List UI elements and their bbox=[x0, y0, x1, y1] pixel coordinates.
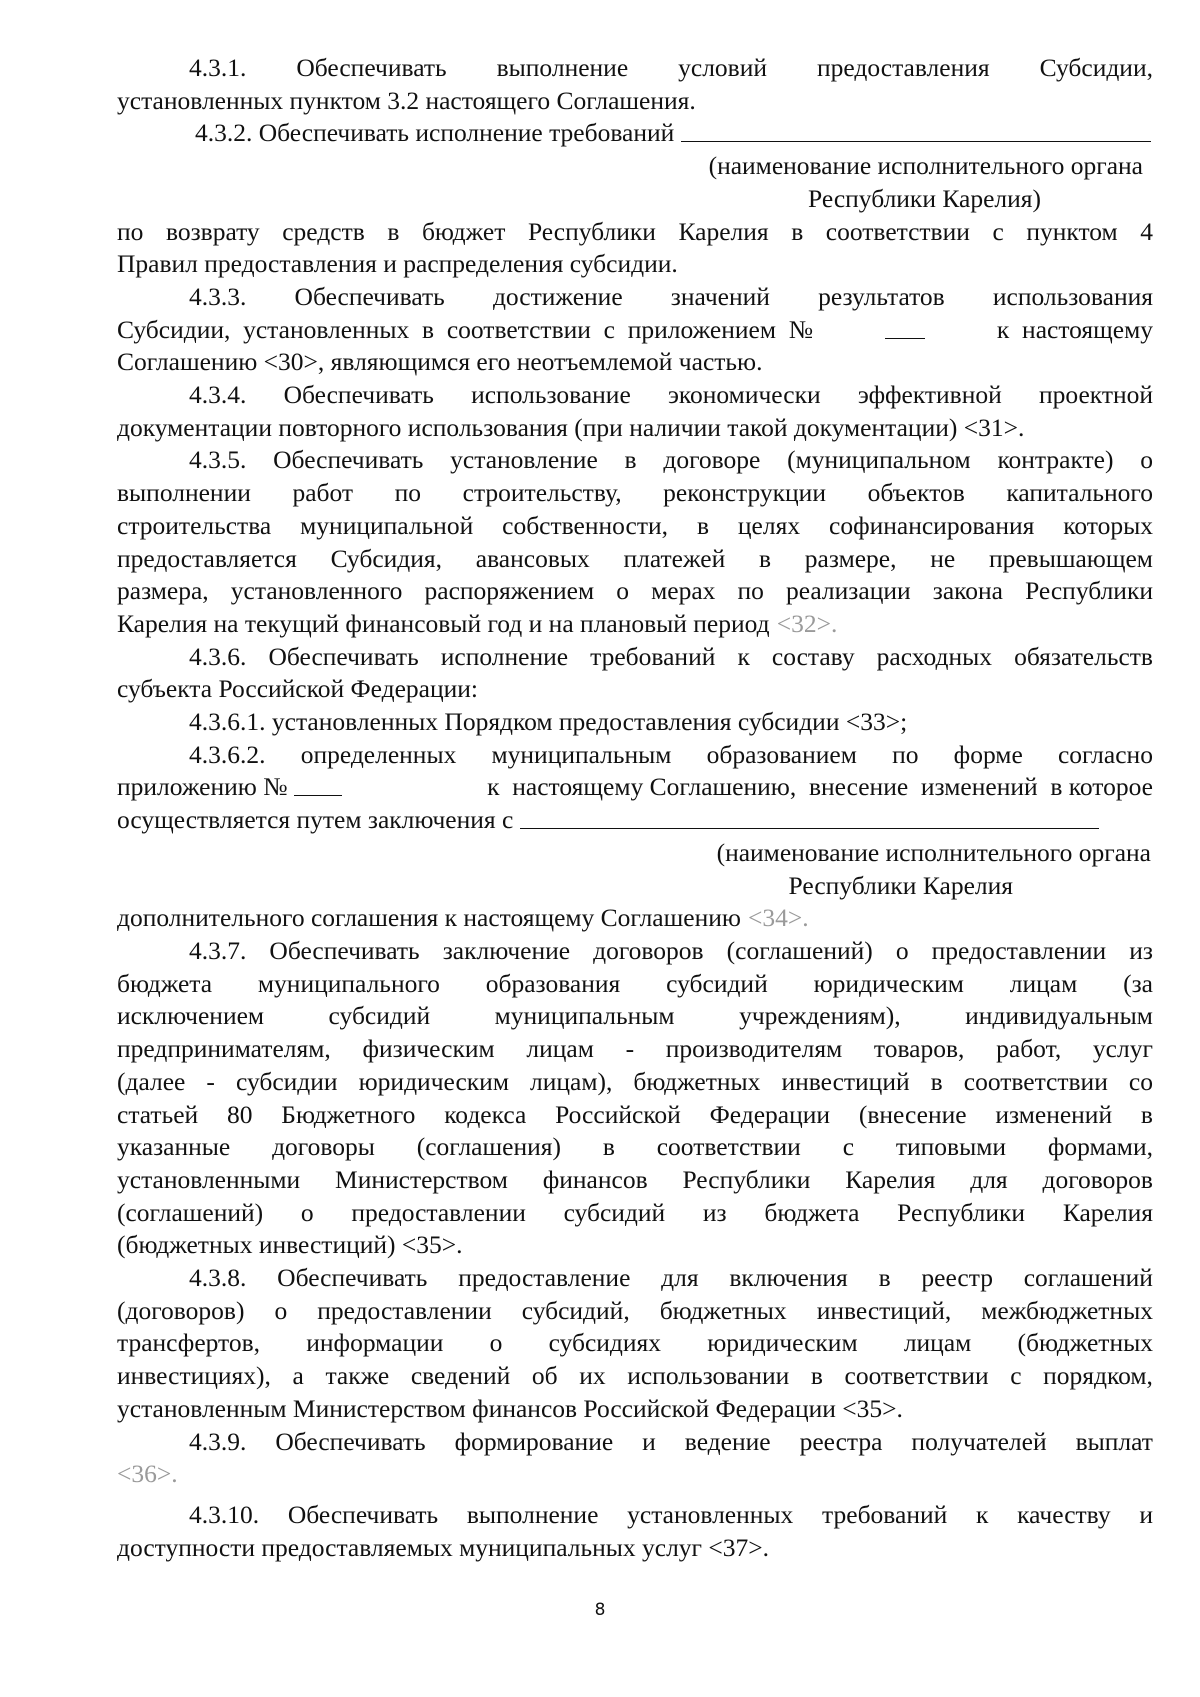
word: Обеспечивать bbox=[294, 281, 445, 311]
word: а bbox=[292, 1361, 304, 1391]
word: установленных bbox=[627, 1499, 794, 1529]
word: о bbox=[895, 935, 909, 965]
word: формами, bbox=[1047, 1132, 1153, 1162]
word: 4.3.1. bbox=[189, 53, 247, 82]
word: 4.3.6.2. bbox=[189, 739, 266, 769]
caption-organ-name: (наименование исполнительного органа bbox=[716, 837, 1151, 867]
word: Федерации bbox=[709, 1099, 831, 1129]
word: (договоров) bbox=[117, 1295, 245, 1325]
word: согласно bbox=[1057, 739, 1153, 769]
word: Министерством bbox=[335, 1164, 508, 1194]
p11-line2 bbox=[117, 1458, 1153, 1491]
word: целях bbox=[737, 510, 801, 540]
word: производителям bbox=[665, 1034, 843, 1064]
word: в bbox=[387, 216, 400, 246]
p10-line1 bbox=[117, 1262, 1153, 1295]
word: о bbox=[616, 576, 629, 606]
word: собственности, bbox=[502, 510, 669, 540]
p9-line3 bbox=[117, 1000, 1153, 1033]
word: юридическим bbox=[813, 968, 964, 998]
p10-line3 bbox=[117, 1327, 1153, 1360]
word: 4.3.5. bbox=[189, 445, 247, 475]
p5-line4 bbox=[117, 543, 1153, 576]
word: экономически bbox=[667, 380, 821, 410]
word: физическим bbox=[362, 1034, 495, 1064]
word: бюджет bbox=[421, 216, 506, 246]
word: бюджета bbox=[117, 968, 213, 998]
word: для bbox=[661, 1263, 699, 1293]
word: Карелия bbox=[845, 1164, 936, 1194]
word: формирование bbox=[454, 1426, 614, 1456]
p10-line2 bbox=[117, 1295, 1153, 1328]
word: лицам bbox=[1009, 968, 1078, 998]
word: образованием bbox=[706, 739, 857, 769]
word: предоставлении bbox=[931, 935, 1107, 965]
word: работ bbox=[292, 478, 354, 508]
p8-line2: приложению № к настоящему Соглашению, внесение изменений в которое bbox=[117, 772, 1153, 802]
footnote-ref[interactable]: <34>. bbox=[748, 903, 809, 933]
p5-line6: Карелия на текущий финансовый год и на плановый период <32>. bbox=[117, 608, 1153, 641]
word: Российской bbox=[555, 1099, 681, 1129]
word: по bbox=[394, 478, 422, 508]
word: в bbox=[810, 1361, 823, 1391]
word: Обеспечивать bbox=[268, 641, 419, 671]
word: реестра bbox=[799, 1426, 883, 1456]
word: 4.3.9. bbox=[189, 1426, 247, 1456]
word: определенных bbox=[300, 739, 457, 769]
word: субсидий, bbox=[521, 1295, 630, 1325]
word: субсидиях bbox=[548, 1328, 662, 1358]
word: Обеспечивать bbox=[287, 1499, 439, 1529]
word: муниципальным bbox=[494, 1001, 675, 1031]
word: по bbox=[117, 216, 144, 246]
word: муниципальным bbox=[491, 739, 672, 769]
word: лицам bbox=[903, 1328, 972, 1358]
word: строительства bbox=[117, 510, 272, 540]
word: заключение bbox=[442, 935, 571, 965]
p8-line3: осуществляется путем заключения с bbox=[117, 804, 1153, 837]
word: договоров bbox=[593, 935, 704, 965]
word: Бюджетного bbox=[281, 1099, 416, 1129]
word: их bbox=[579, 1361, 606, 1391]
p2-line3: Правил предоставления и распределения субсидии. bbox=[117, 249, 678, 279]
word: лицам), bbox=[530, 1066, 613, 1096]
word: также bbox=[325, 1361, 390, 1391]
word: 4.3.6. bbox=[189, 641, 247, 671]
word: кодекса bbox=[444, 1099, 527, 1129]
p4-line1 bbox=[117, 379, 1153, 412]
word: о bbox=[1140, 445, 1153, 475]
p3-line2: Субсидии, установленных в соответствии с приложением № к настоящему bbox=[117, 314, 1153, 344]
word: юридическим bbox=[707, 1328, 858, 1358]
word: софинансирования bbox=[829, 510, 1035, 540]
word: о bbox=[489, 1328, 503, 1358]
p6-line1 bbox=[117, 641, 1153, 674]
page-number: 8 bbox=[594, 1600, 606, 1620]
word: в bbox=[791, 216, 804, 246]
word: Республики bbox=[1025, 576, 1153, 606]
p12-line2: доступности предоставляемых муниципальных услуг <37>. bbox=[117, 1532, 770, 1562]
word: и bbox=[1139, 1499, 1153, 1529]
word: (соглашения) bbox=[416, 1132, 561, 1162]
p7-line1: 4.3.6.1. установленных Порядком предоставления субсидии <33>; bbox=[189, 707, 908, 737]
word: юридическим bbox=[358, 1066, 509, 1096]
word: инвестиций, bbox=[816, 1295, 952, 1325]
number-blank[interactable] bbox=[885, 314, 925, 339]
p9-line7 bbox=[117, 1131, 1153, 1164]
word: Обеспечивать bbox=[296, 53, 447, 82]
word: (бюджетных bbox=[1017, 1328, 1153, 1358]
word: эффективной bbox=[857, 380, 1002, 410]
word: соответствии bbox=[844, 1361, 989, 1391]
word: закона bbox=[932, 576, 1003, 606]
word: предпринимателям, bbox=[117, 1034, 331, 1064]
fill-in-blank[interactable] bbox=[681, 117, 1151, 142]
word: учреждениям), bbox=[739, 1001, 901, 1031]
word: в bbox=[696, 510, 709, 540]
word: о bbox=[300, 1197, 314, 1227]
p9-line4 bbox=[117, 1033, 1153, 1066]
word: в bbox=[1140, 1099, 1153, 1129]
word: исполнение bbox=[440, 641, 569, 671]
word: соответствии bbox=[963, 1066, 1108, 1096]
word: о bbox=[274, 1295, 288, 1325]
p5-line5 bbox=[117, 575, 1153, 608]
word: информации bbox=[306, 1328, 444, 1358]
word: лицам bbox=[526, 1034, 594, 1064]
word: исключением bbox=[117, 1001, 265, 1031]
word: Карелия bbox=[1062, 1197, 1153, 1227]
word: в bbox=[759, 543, 772, 573]
word: объектов bbox=[867, 478, 965, 508]
word: 4.3.8. bbox=[189, 1263, 247, 1293]
word: - bbox=[206, 1066, 215, 1096]
word: пунктом bbox=[1026, 216, 1118, 246]
word: образования bbox=[485, 968, 621, 998]
word: с bbox=[842, 1132, 855, 1162]
word: Обеспечивать bbox=[277, 1263, 428, 1293]
word: реконструкции bbox=[663, 478, 826, 508]
word: составу bbox=[771, 641, 855, 671]
word: 4.3.7. bbox=[189, 935, 247, 965]
word: соглашений bbox=[1023, 1263, 1153, 1293]
word: предоставляется bbox=[117, 543, 297, 573]
word: выполнение bbox=[466, 1499, 599, 1529]
word: распоряжением bbox=[424, 576, 595, 606]
word: платежей bbox=[623, 543, 726, 573]
word: превышающем bbox=[988, 543, 1153, 573]
word: средств bbox=[282, 216, 365, 246]
word: Обеспечивать bbox=[269, 935, 420, 965]
word: включения bbox=[729, 1263, 848, 1293]
footnote-ref[interactable]: <32>. bbox=[776, 608, 838, 638]
word: (далее bbox=[117, 1066, 186, 1096]
p5-line3 bbox=[117, 510, 1153, 543]
word: в bbox=[878, 1263, 891, 1293]
word: (соглашений) bbox=[726, 935, 873, 965]
word: указанные bbox=[117, 1132, 231, 1162]
p9-line9 bbox=[117, 1197, 1153, 1230]
footnote-ref[interactable]: <36>. bbox=[117, 1459, 178, 1489]
word: возврату bbox=[165, 216, 260, 246]
word: договоров bbox=[1042, 1164, 1153, 1194]
word: обязательств bbox=[1014, 641, 1153, 671]
word: реализации bbox=[786, 576, 911, 606]
p5-line1 bbox=[117, 444, 1153, 477]
word: муниципального bbox=[257, 968, 440, 998]
p3-line3: Соглашению <30>, являющимся его неотъемлемой частью. bbox=[117, 347, 763, 377]
word: предоставлении bbox=[317, 1295, 492, 1325]
word: (за bbox=[1123, 968, 1153, 998]
word: субсидии bbox=[235, 1066, 338, 1096]
p3-line1 bbox=[117, 281, 1153, 314]
word: Субсидия, bbox=[330, 543, 443, 573]
word: форме bbox=[953, 739, 1023, 769]
word: в bbox=[930, 1066, 943, 1096]
word: требований bbox=[590, 641, 716, 671]
p11-line1 bbox=[117, 1426, 1153, 1459]
word: результатов bbox=[818, 281, 945, 311]
word: проектной bbox=[1038, 380, 1153, 410]
word: строительству, bbox=[462, 478, 622, 508]
p2-line1: 4.3.2. Обеспечивать исполнение требований bbox=[117, 117, 1153, 150]
p1-line1 bbox=[117, 52, 1153, 85]
p10-line4 bbox=[117, 1360, 1153, 1393]
word: реестр bbox=[921, 1263, 993, 1293]
word: соответствии bbox=[825, 216, 970, 246]
word: контракте) bbox=[997, 445, 1114, 475]
word: выполнении bbox=[117, 478, 251, 508]
word: типовыми bbox=[895, 1132, 1007, 1162]
word: установленного bbox=[230, 576, 403, 606]
word: муниципальной bbox=[300, 510, 474, 540]
word: условий bbox=[678, 53, 768, 82]
caption-republic: Республики Карелия) bbox=[808, 183, 1041, 213]
word: (муниципальном bbox=[787, 445, 971, 475]
number-blank[interactable] bbox=[294, 771, 342, 796]
word: по bbox=[892, 739, 919, 769]
p9-line8 bbox=[117, 1164, 1153, 1197]
word: размера, bbox=[117, 576, 209, 606]
word: финансов bbox=[542, 1164, 648, 1194]
word: Обеспечивать bbox=[283, 380, 434, 410]
word: использования bbox=[992, 281, 1153, 311]
word: с bbox=[992, 216, 1004, 246]
word: работ, bbox=[996, 1034, 1062, 1064]
word: в bbox=[624, 445, 637, 475]
word: договоры bbox=[272, 1132, 375, 1162]
document-page bbox=[117, 52, 1153, 1564]
word: по bbox=[737, 576, 764, 606]
p6-line2: субъекта Российской Федерации: bbox=[117, 674, 478, 704]
p10-line5: установленным Министерством финансов Российской Федерации <35>. bbox=[117, 1393, 903, 1423]
word: выплат bbox=[1075, 1426, 1153, 1456]
word: Республики bbox=[897, 1197, 1026, 1227]
caption-republic: Республики Карелия bbox=[788, 870, 1013, 900]
word: 4.3.4. bbox=[189, 380, 247, 410]
word: не bbox=[930, 543, 956, 573]
word: (соглашений) bbox=[117, 1197, 264, 1227]
p9-line2 bbox=[117, 968, 1153, 1001]
word: расходных bbox=[876, 641, 993, 671]
word: для bbox=[970, 1164, 1008, 1194]
word: (внесение bbox=[858, 1099, 967, 1129]
word: к bbox=[976, 1499, 989, 1529]
p8-line1 bbox=[117, 739, 1153, 772]
word: договоре bbox=[663, 445, 761, 475]
word: Субсидии, bbox=[1039, 53, 1153, 82]
word: Республики bbox=[527, 216, 656, 246]
word: в bbox=[602, 1132, 615, 1162]
word: требований bbox=[822, 1499, 948, 1529]
word: статьей bbox=[117, 1099, 199, 1129]
p8-line4: дополнительного соглашения к настоящему Соглашению <34>. bbox=[117, 902, 1153, 935]
p12-line1 bbox=[117, 1499, 1153, 1532]
word: предоставление bbox=[458, 1263, 631, 1293]
word: 4 bbox=[1140, 216, 1153, 246]
word: предоставления bbox=[817, 53, 990, 82]
word: из bbox=[1129, 935, 1153, 965]
word: к bbox=[737, 641, 750, 671]
word: достижение bbox=[492, 281, 623, 311]
word: субсидий bbox=[328, 1001, 431, 1031]
word: бюджета bbox=[764, 1197, 860, 1227]
word: субсидий bbox=[563, 1197, 666, 1227]
word: Обеспечивать bbox=[273, 445, 424, 475]
p4-line2: документации повторного использования (при наличии такой документации) <31>. bbox=[117, 412, 1025, 442]
fill-in-blank[interactable] bbox=[520, 804, 1099, 829]
word: установленными bbox=[117, 1164, 301, 1194]
word: размере, bbox=[804, 543, 897, 573]
word: трансфертов, bbox=[117, 1328, 261, 1358]
word: бюджетных bbox=[633, 1066, 761, 1096]
word: со bbox=[1128, 1066, 1153, 1096]
word: выполнение bbox=[496, 53, 629, 82]
word: инвестициях), bbox=[117, 1361, 271, 1391]
word: качеству bbox=[1017, 1499, 1111, 1529]
word: межбюджетных bbox=[981, 1295, 1153, 1325]
word: инвестиций bbox=[781, 1066, 910, 1096]
p5-line2 bbox=[117, 477, 1153, 510]
word: получателей bbox=[911, 1426, 1047, 1456]
word: товаров, bbox=[873, 1034, 965, 1064]
p2-line2 bbox=[117, 216, 1153, 249]
word: услуг bbox=[1092, 1034, 1153, 1064]
p9-line10: (бюджетных инвестиций) <35>. bbox=[117, 1230, 463, 1260]
word: использование bbox=[471, 380, 631, 410]
word: индивидуальным bbox=[965, 1001, 1153, 1031]
word: - bbox=[625, 1034, 635, 1064]
word: которых bbox=[1063, 510, 1153, 540]
word: 4.3.10. bbox=[189, 1499, 260, 1529]
word: использовании bbox=[627, 1361, 790, 1391]
word: авансовых bbox=[475, 543, 590, 573]
word: ведение bbox=[684, 1426, 771, 1456]
word: установление bbox=[450, 445, 598, 475]
p9-line5 bbox=[117, 1066, 1153, 1099]
word: бюджетных bbox=[659, 1295, 787, 1325]
p9-line1 bbox=[117, 935, 1153, 968]
word: изменений bbox=[995, 1099, 1113, 1129]
word: 80 bbox=[226, 1099, 253, 1129]
p1-line2: установленных пунктом 3.2 настоящего Соглашения. bbox=[117, 85, 696, 115]
word: капитального bbox=[1006, 478, 1153, 508]
word: значений bbox=[670, 281, 770, 311]
word: Обеспечивать bbox=[275, 1426, 426, 1456]
p9-line6 bbox=[117, 1099, 1153, 1132]
word: соответствии bbox=[656, 1132, 801, 1162]
word: мерах bbox=[651, 576, 716, 606]
word: субсидий bbox=[666, 968, 768, 998]
word: из bbox=[702, 1197, 727, 1227]
word: предоставлении bbox=[351, 1197, 526, 1227]
word: 4.3.3. bbox=[189, 281, 247, 311]
word: об bbox=[531, 1361, 558, 1391]
word: Карелия bbox=[678, 216, 769, 246]
word: Республики bbox=[682, 1164, 811, 1194]
word: и bbox=[642, 1426, 656, 1456]
word: порядком, bbox=[1043, 1361, 1153, 1391]
word: сведений bbox=[410, 1361, 511, 1391]
word: с bbox=[1010, 1361, 1022, 1391]
caption-organ-name: (наименование исполнительного органа bbox=[708, 151, 1143, 181]
